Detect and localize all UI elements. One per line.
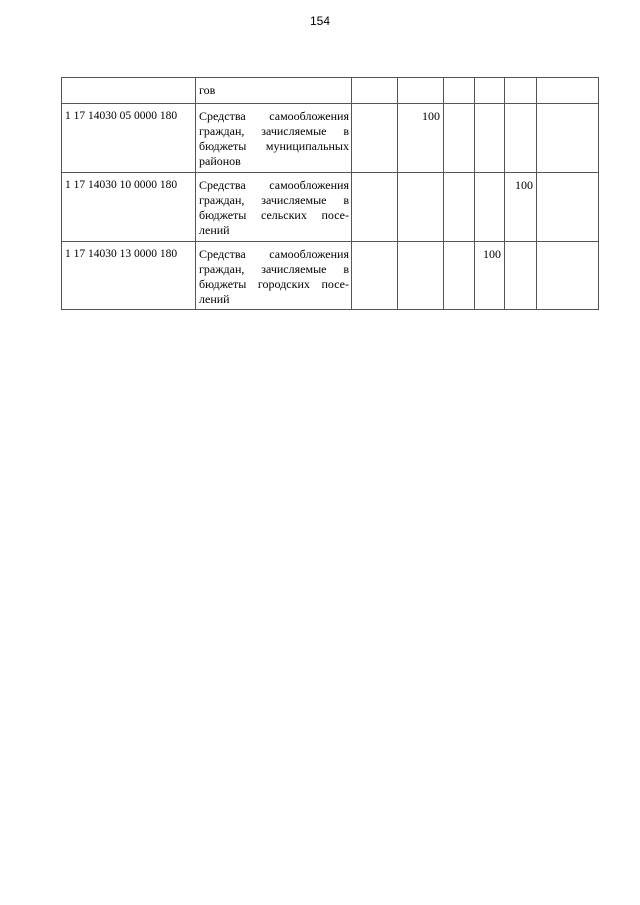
table-row [62,173,599,242]
value-cell [444,242,475,310]
income-name-cell: Средства самообложения граждан, зачисляемые в бюджеты сельских посе-лений [196,173,352,242]
income-name-cell: гов [196,78,352,104]
budget-table [61,77,599,310]
value-cell [537,104,599,173]
value-cell [352,104,398,173]
value-cell [505,78,537,104]
table-row [62,78,599,104]
value-cell [505,242,537,310]
income-code-cell [62,78,196,104]
value-cell: 100 [475,242,505,310]
income-name-cell: Средства самообложения граждан, зачисляемые в бюджеты муниципальных районов [196,104,352,173]
value-cell [398,78,444,104]
value-cell [444,78,475,104]
value-cell [537,78,599,104]
value-cell [398,173,444,242]
value-cell [444,104,475,173]
value-cell [537,173,599,242]
value-cell [537,242,599,310]
value-cell [352,242,398,310]
value-cell [475,104,505,173]
table-row [62,242,599,310]
value-cell [505,104,537,173]
income-code-cell: 1 17 14030 10 0000 180 [62,173,196,242]
income-code-cell: 1 17 14030 13 0000 180 [62,242,196,310]
value-cell [398,242,444,310]
page-number: 154 [309,14,331,28]
value-cell: 100 [505,173,537,242]
income-name-cell: Средства самообложения граждан, зачисляемые в бюджеты городских посе-лений [196,242,352,310]
value-cell [352,173,398,242]
value-cell [475,78,505,104]
table-row [62,104,599,173]
value-cell [444,173,475,242]
value-cell [475,173,505,242]
value-cell [352,78,398,104]
income-code-cell: 1 17 14030 05 0000 180 [62,104,196,173]
value-cell: 100 [398,104,444,173]
